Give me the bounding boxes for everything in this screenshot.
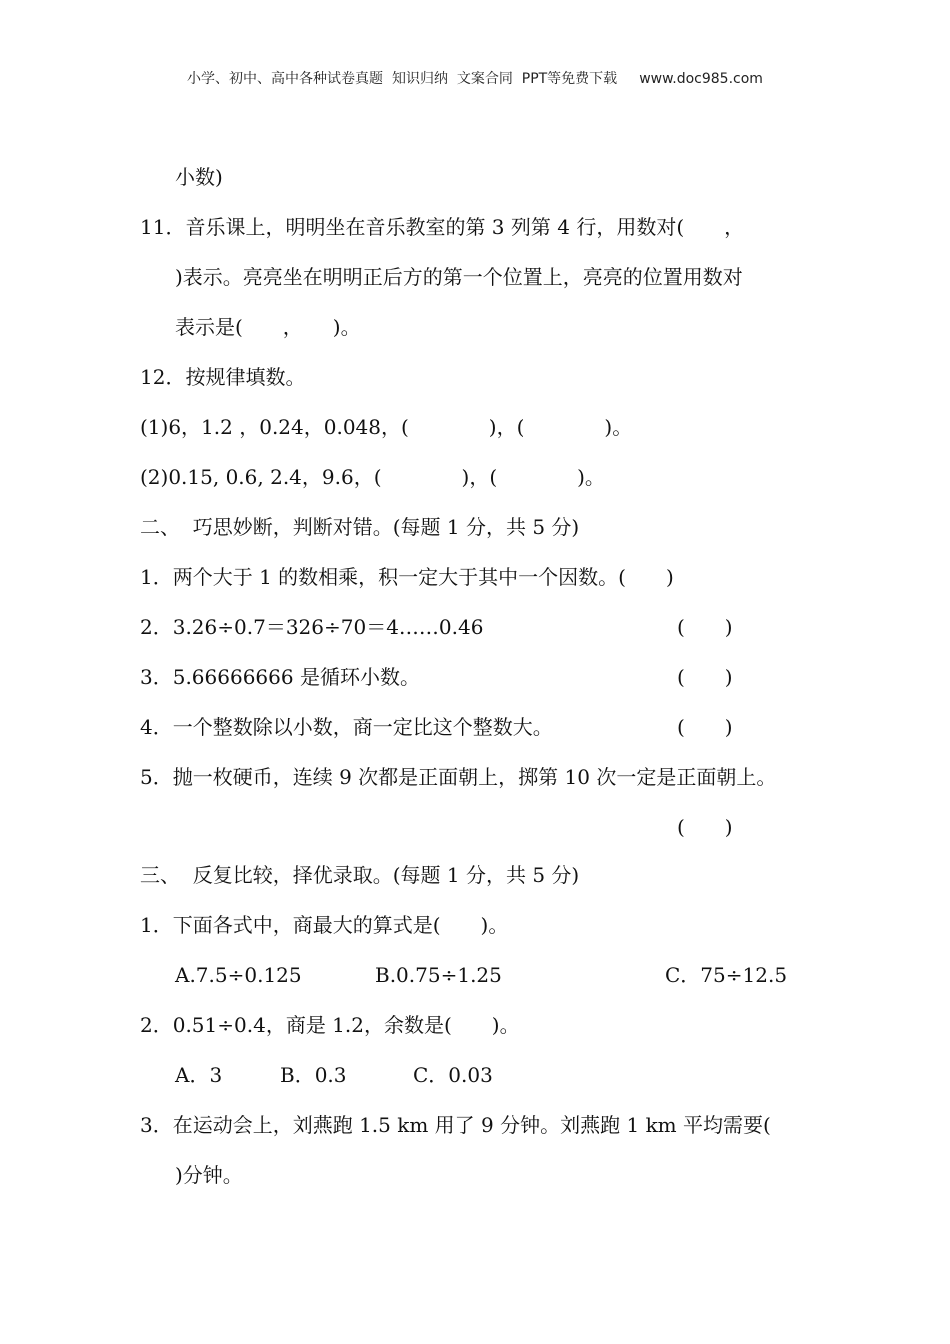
question-11-line-3: 表示是( ， )。 <box>175 315 361 339</box>
question-11-line-2: )表示。亮亮坐在明明正后方的第一个位置上，亮亮的位置用数对 <box>175 265 743 289</box>
q1-option-b[interactable]: B.0.75÷1.25 <box>375 963 502 987</box>
judge-item-2: 2．3.26÷0.7＝326÷70＝4……0.46 <box>140 615 484 639</box>
judge-item-4: 4．一个整数除以小数，商一定比这个整数大。 <box>140 715 553 739</box>
section-2-title: 二、 巧思妙断，判断对错。(每题 1 分，共 5 分) <box>140 515 580 539</box>
choice-question-3-line-1: 3．在运动会上，刘燕跑 1.5 km 用了 9 分钟。刘燕跑 1 km 平均需要( <box>140 1113 771 1137</box>
answer-paren-5[interactable]: ( ) <box>677 815 733 839</box>
judge-item-5: 5．抛一枚硬币，连续 9 次都是正面朝上，掷第 10 次一定是正面朝上。 <box>140 765 777 789</box>
answer-paren-4[interactable]: ( ) <box>677 715 733 739</box>
header-url[interactable]: www.doc985.com <box>639 71 763 87</box>
q1-option-c[interactable]: C．75÷12.5 <box>665 963 788 987</box>
choice-question-2: 2．0.51÷0.4，商是 1.2，余数是( )。 <box>140 1013 520 1037</box>
q2-option-a[interactable]: A．3 <box>175 1063 223 1087</box>
answer-paren-3[interactable]: ( ) <box>677 665 733 689</box>
continued-text: 小数) <box>175 165 223 189</box>
answer-paren-2[interactable]: ( ) <box>677 615 733 639</box>
question-12-part-2: (2)0.15, 0.6, 2.4，9.6，( )，( )。 <box>140 465 605 489</box>
choice-question-3-line-2: )分钟。 <box>175 1163 243 1187</box>
question-12-part-1: (1)6，1.2 ，0.24，0.048，( )，( )。 <box>140 415 633 439</box>
choice-question-1: 1．下面各式中，商最大的算式是( )。 <box>140 913 509 937</box>
header-text: 小学、初中、高中各种试卷真题 知识归纳 文案合同 PPT等免费下载 <box>187 71 618 87</box>
section-3-title: 三、 反复比较，择优录取。(每题 1 分，共 5 分) <box>140 863 580 887</box>
question-11-line-1: 11．音乐课上，明明坐在音乐教室的第 3 列第 4 行，用数对( ， <box>140 215 745 239</box>
question-12: 12．按规律填数。 <box>140 365 306 389</box>
page-header <box>0 68 950 88</box>
q1-option-a[interactable]: A.7.5÷0.125 <box>175 963 302 987</box>
q2-option-b[interactable]: B．0.3 <box>280 1063 347 1087</box>
judge-item-1: 1．两个大于 1 的数相乘，积一定大于其中一个因数。( ) <box>140 565 674 589</box>
q2-option-c[interactable]: C．0.03 <box>413 1063 493 1087</box>
judge-item-3: 3．5.66666666 是循环小数。 <box>140 665 420 689</box>
